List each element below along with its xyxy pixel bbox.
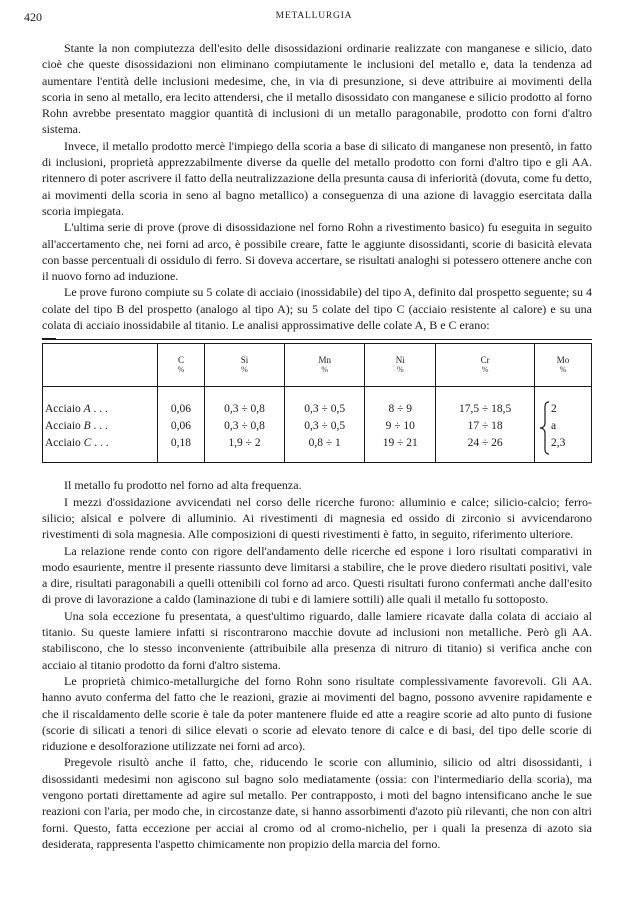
ni-values-cell bbox=[365, 387, 436, 463]
paragraph: Pregevole risultò anche il fatto, che, riducendo le scorie con alluminio, silicio od altri disossidanti, i disossidanti medesimi non agiscono sul bagno solo mediatamente (ossia: con l'intermediario della scoria), ma vengono portati direttamente ad agire sul metallo. Per contrapposto, i moti del bagno intensificano anche le sue reazioni con l'aria, per modo che, in circostanze date, si hanno assorbimenti d'azoto più rilevanti, che non con altri forni. Questo, fatta eccezione per acciai al cromo od al cromo-nichelio, per i quali la presenza di azoto sia desiderata, rappresenta l'aspetto chimicamente non propizio della marcia del forno. bbox=[42, 755, 592, 851]
mo-values-cell bbox=[534, 387, 591, 463]
value-cr-b: 17 ÷ 18 bbox=[467, 420, 503, 433]
value-mn-c: 0,8 ÷ 1 bbox=[308, 437, 341, 450]
curly-brace-icon bbox=[539, 401, 551, 455]
header-c: C % bbox=[158, 344, 205, 387]
si-values-cell bbox=[204, 387, 284, 463]
value-c-b: 0,06 bbox=[170, 420, 191, 433]
value-cr-a: 17,5 ÷ 18,5 bbox=[458, 403, 512, 416]
paragraph: Il metallo fu prodotto nel forno ad alta frequenza. bbox=[64, 478, 302, 493]
table-top-rule bbox=[42, 339, 592, 340]
value-c-c: 0,18 bbox=[170, 437, 191, 450]
value-mo-sep: a bbox=[550, 420, 557, 433]
mn-values-cell bbox=[285, 387, 365, 463]
paragraph: L'ultima serie di prove (prove di disossidazione nel forno Rohn a rivestimento basico) fu eseguita in seguito all'accertamento che, nei forni ad arco, è possibile creare, fatte le aggiunte disossidanti, scorie di basicità elevata con basse percentuali di ossidulo di ferro. Si doveva accertare, se risultati analoghi si potessero ottenere anche con il nuovo forno ad induzione. bbox=[42, 220, 592, 284]
header-ni: Ni % bbox=[365, 344, 436, 387]
value-ni-b: 9 ÷ 10 bbox=[385, 420, 415, 433]
value-mo-low: 2 bbox=[550, 403, 557, 416]
header-cr: Cr % bbox=[436, 344, 535, 387]
value-ni-c: 19 ÷ 21 bbox=[382, 437, 418, 450]
cr-values-cell bbox=[436, 387, 535, 463]
table-body-row bbox=[43, 387, 592, 463]
paragraph: La relazione rende conto con rigore dell'andamento delle ricerche ed espone i loro risultati comparativi in modo esauriente, mentre il presente riassunto deve limitarsi a stabilire, che le prove diedero risultati positivi, vale a dire, risultati paragonabili a quelli ottenibili col forno ad arco. Questi risultati furono confermati anche dall'esito di prove di lavorazione a caldo (laminazione di tubi e di lamiere sottili) alle quali il metallo fu sottoposto. bbox=[42, 543, 592, 607]
page-header bbox=[24, 10, 604, 28]
table-rule-mark bbox=[42, 338, 56, 340]
paragraph: Le proprietà chimico-metallurgiche del forno Rohn sono risultate complessivamente favorevoli. Gli AA. hanno avuto conferma del fatto che le reazioni, grazie ai movimenti del bagno, possono avvenire rapidamente e che il riscaldamento delle scorie è tale da poter mantenere fluide ed atte a reagire scorie ad alto punto di fusione (scorie di silicati a tenori di silice elevati o scorie ad elevato tenore di calce e di basi, del tipo delle scorie di riduzione e desolforazione utilizzate nei forni ad arco). bbox=[42, 673, 592, 754]
paragraph: Invece, il metallo prodotto mercè l'impiego della scoria a base di silicato di manganese non presentò, in fatto di inclusioni, proprietà apprezzabilmente diverse da quelle del metallo prodotto con forni d'altro tipo e gli AA. ritennero di poter ascrivere il fatto della neutralizzazione della presunta causa di inferiorità (dovuta, come fu detto, ai movimenti della scoria in seno al bagno metallico) a conseguenza di una azione di lavaggio esercitata dalla scoria impiegata. bbox=[42, 138, 592, 218]
row-labels-cell bbox=[43, 387, 158, 463]
value-ni-a: 8 ÷ 9 bbox=[388, 403, 413, 416]
c-values-cell bbox=[158, 387, 205, 463]
analysis-table-block bbox=[42, 339, 592, 463]
value-mn-a: 0,3 ÷ 0,5 bbox=[304, 403, 346, 416]
value-si-c: 1,9 ÷ 2 bbox=[228, 437, 261, 450]
header-blank-cell bbox=[43, 344, 158, 387]
value-mn-b: 0,3 ÷ 0,5 bbox=[304, 420, 346, 433]
value-si-b: 0,3 ÷ 0,8 bbox=[224, 420, 265, 433]
value-si-a: 0,3 ÷ 0,8 bbox=[224, 403, 265, 416]
row-label-b: Acciaio B . . . bbox=[45, 420, 108, 433]
value-cr-c: 24 ÷ 26 bbox=[467, 437, 503, 450]
page-number: 420 bbox=[24, 10, 42, 24]
header-si: Si % bbox=[204, 344, 284, 387]
value-mo-high: 2,3 bbox=[550, 437, 566, 450]
value-c-a: 0,06 bbox=[170, 403, 191, 416]
header-mn: Mn % bbox=[285, 344, 365, 387]
article-body bbox=[42, 40, 592, 852]
running-title: METALLURGIA bbox=[275, 11, 353, 21]
row-label-c: Acciaio C . . . bbox=[45, 437, 109, 450]
paragraph: I mezzi d'ossidazione avvicendati nel corso delle ricerche furono: alluminio e calce; silicio-calcio; ferro-silicio; alsical e polvere di alluminio. Ai rivestimenti di magnesia ed ossido di zirconio si avvicendarono rivestimenti di sola magnesia. Alle composizioni di questi rivestimenti è fatto, in seguito, riferimento ulteriore. bbox=[42, 494, 592, 542]
paragraph: Una sola eccezione fu presentata, a quest'ultimo riguardo, dalle lamiere ricavate dalla colata di acciaio al titanio. Su queste lamiere infatti si riscontrarono macchie dovute ad inclusioni non metalliche. Però gli AA. stabiliscono, che lo stesso inconveniente (attribuibile alla presenza di nitruro di titanio) si verifica anche con acciaio al titanio prodotto da forni d'altro sistema. bbox=[42, 608, 592, 672]
paragraph: Le prove furono compiute su 5 colate di acciaio (inossidabile) del tipo A, definito dal prospetto seguente; su 4 colate del tipo B del prospetto (analogo al tipo A); su 5 colate del tipo C (acciaio resistente al calore) e su una colata di acciaio inossidabile al titanio. Le analisi approssimative delle colate A, B e C erano: bbox=[42, 285, 592, 333]
row-label-a: Acciaio A . . . bbox=[45, 403, 108, 416]
header-mo: Mo % bbox=[534, 344, 591, 387]
paragraph: Stante la non compiutezza dell'esito delle disossidazioni ordinarie realizzate con manganese e silicio, dato cioè che queste disossidazioni non eliminano compiutamente le inclusioni del metallo e, data la tendenza ad aumentare l'entità delle inclusioni medesime, che, in via di presunzione, si deve attribuire ai movimenti della scoria in seno al metallo, era lecito attendersi, che il metallo disossidato con manganese e silicio prodotto al forno Rohn avrebbe presentato maggior quantità di inclusioni di un metallo paragonabile, prodotto con forni d'altro sistema. bbox=[42, 41, 592, 137]
analysis-table bbox=[42, 343, 592, 463]
table-header-row bbox=[43, 344, 592, 387]
